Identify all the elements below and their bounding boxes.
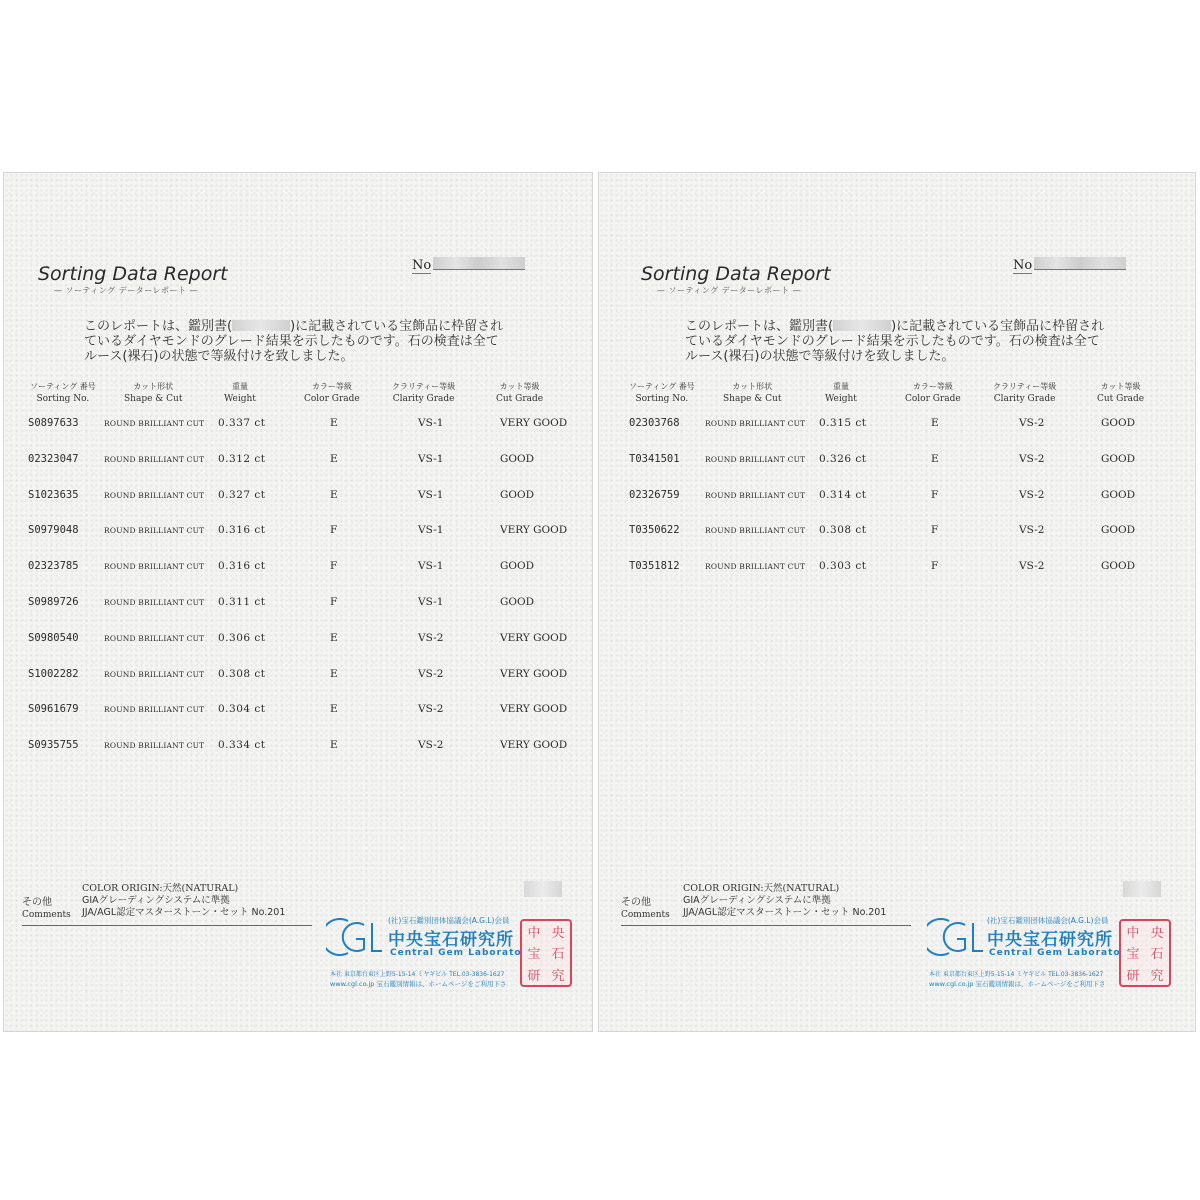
- redacted-certificate: [833, 320, 891, 331]
- cell-sorting: 02323047: [28, 452, 79, 465]
- report-page-right: [598, 172, 1196, 1032]
- cell-sorting: 02326759: [629, 488, 680, 501]
- cell-clarity: VS-2: [1019, 488, 1045, 501]
- report-subtitle: — ソーティング データーレポート —: [53, 286, 199, 295]
- cell-weight: 0.306 ct: [218, 631, 266, 644]
- cell-shape: ROUND BRILLIANT CUT: [104, 633, 205, 643]
- lab-seal: 中 央 宝 石 研 究: [1119, 919, 1171, 987]
- cell-weight: 0.316 ct: [218, 524, 266, 537]
- cell-weight: 0.337 ct: [218, 417, 266, 429]
- cell-clarity: VS-1: [418, 488, 444, 501]
- comments-rule: [22, 925, 312, 926]
- cell-clarity: VS-1: [418, 596, 444, 608]
- cell-color: F: [330, 596, 338, 608]
- cell-clarity: VS-2: [418, 667, 444, 680]
- intro-line-1a: このレポートは、鑑別書(: [84, 319, 233, 334]
- cell-weight: 0.334 ct: [218, 739, 266, 752]
- header-shape: カット形状 Shape & Cut: [723, 382, 782, 404]
- cell-shape: ROUND BRILLIANT CUT: [104, 490, 205, 500]
- cell-shape: ROUND BRILLIANT CUT: [705, 562, 806, 572]
- cell-clarity: VS-1: [418, 452, 444, 465]
- redacted-number: [1034, 257, 1126, 270]
- intro-line-3: ルース(裸石)の状態で等級付けを致しました。: [84, 349, 354, 364]
- lab-association: (社)宝石鑑別団体協議会(A.G.L)会員: [388, 916, 510, 925]
- table-row: [4, 489, 592, 509]
- cell-weight: 0.327 ct: [218, 488, 266, 501]
- cell-sorting: S0980540: [28, 631, 79, 644]
- lab-seal: 中 央 宝 石 研 究: [520, 919, 572, 987]
- header-color: カラー等級 Color Grade: [304, 382, 360, 404]
- cell-color: E: [931, 417, 939, 429]
- header-weight: 重量 Weight: [825, 382, 857, 404]
- cell-sorting: 02303768: [629, 417, 680, 429]
- header-clarity: クラリティー等級 Clarity Grade: [392, 382, 456, 404]
- intro-line-2: ているダイヤモンドのグレード結果を示したものです。石の検査は全て: [84, 334, 499, 349]
- report-title: Sorting Data Report: [641, 263, 831, 285]
- lab-name-en: Central Gem Laborato: [989, 948, 1121, 958]
- cell-sorting: T0351812: [629, 560, 680, 573]
- cell-color: E: [330, 488, 338, 501]
- redacted-stamp: [524, 881, 562, 897]
- cell-cut: GOOD: [500, 452, 535, 465]
- header-color: カラー等級 Color Grade: [905, 382, 961, 404]
- cell-color: E: [330, 452, 338, 465]
- header-sorting: ソーティング 番号 Sorting No.: [629, 382, 695, 404]
- cgl-logo-icon: [927, 917, 987, 957]
- report-page-left: [3, 172, 593, 1032]
- cell-cut: GOOD: [1101, 488, 1136, 501]
- cell-color: E: [931, 452, 939, 465]
- table-row: [4, 632, 592, 652]
- comments-label: その他 Comments: [621, 897, 670, 920]
- table-row: [4, 560, 592, 580]
- cell-sorting: S0935755: [28, 739, 79, 752]
- cell-color: E: [330, 631, 338, 644]
- cell-cut: GOOD: [1101, 524, 1136, 537]
- cell-shape: ROUND BRILLIANT CUT: [705, 526, 806, 536]
- table-row: [4, 453, 592, 473]
- lab-name: 中央宝石研究所: [388, 930, 514, 950]
- header-sorting: ソーティング 番号 Sorting No.: [30, 382, 96, 404]
- cell-color: F: [931, 560, 939, 573]
- cell-clarity: VS-1: [418, 417, 444, 429]
- intro-line-2: ているダイヤモンドのグレード結果を示したものです。石の検査は全て: [685, 334, 1100, 349]
- lab-association: (社)宝石鑑別団体協議会(A.G.L)会員: [987, 916, 1109, 925]
- cell-sorting: S1002282: [28, 667, 79, 680]
- cell-cut: GOOD: [500, 488, 535, 501]
- header-shape: カット形状 Shape & Cut: [124, 382, 183, 404]
- cell-weight: 0.304 ct: [218, 703, 266, 716]
- cell-shape: ROUND BRILLIANT CUT: [104, 598, 205, 607]
- cell-color: E: [330, 667, 338, 680]
- cell-sorting: T0341501: [629, 452, 680, 465]
- cell-weight: 0.326 ct: [819, 452, 867, 465]
- cell-color: F: [330, 560, 338, 573]
- cell-color: E: [330, 417, 338, 429]
- cell-cut: VERY GOOD: [500, 667, 568, 680]
- redacted-stamp: [1123, 881, 1161, 897]
- comments-rule: [621, 925, 911, 926]
- intro-line-1a: このレポートは、鑑別書(: [685, 319, 834, 334]
- cell-color: F: [931, 524, 939, 537]
- lab-address: 本社 東京都台東区上野5-15-14 ミヤギビル TEL.03-3836-1627: [330, 971, 505, 978]
- cell-cut: GOOD: [1101, 417, 1136, 429]
- cell-weight: 0.314 ct: [819, 488, 867, 501]
- table-row: [4, 739, 592, 759]
- cell-cut: VERY GOOD: [500, 524, 568, 537]
- cell-shape: ROUND BRILLIANT CUT: [705, 490, 806, 500]
- cell-sorting: S0979048: [28, 524, 79, 537]
- cell-weight: 0.308 ct: [218, 667, 266, 680]
- cell-sorting: 02323785: [28, 560, 79, 573]
- cell-weight: 0.303 ct: [819, 560, 867, 573]
- cell-clarity: VS-2: [1019, 524, 1045, 537]
- redacted-number: [433, 257, 525, 270]
- cell-clarity: VS-2: [418, 631, 444, 644]
- cgl-logo-icon: [326, 917, 386, 957]
- cell-shape: ROUND BRILLIANT CUT: [104, 669, 205, 679]
- cell-cut: GOOD: [500, 560, 535, 573]
- cell-shape: ROUND BRILLIANT CUT: [705, 454, 806, 464]
- intro-text: [84, 319, 554, 364]
- redacted-certificate: [232, 320, 290, 331]
- lab-name: 中央宝石研究所: [987, 930, 1113, 950]
- report-number: [1013, 257, 1126, 273]
- cell-sorting: S0897633: [28, 417, 79, 429]
- table-row: [4, 668, 592, 688]
- report-title: Sorting Data Report: [38, 263, 228, 285]
- table-row: [4, 524, 592, 544]
- cell-cut: GOOD: [1101, 452, 1136, 465]
- cell-clarity: VS-1: [418, 560, 444, 573]
- header-cut: カット等級 Cut Grade: [496, 382, 544, 404]
- cell-sorting: S0989726: [28, 596, 79, 608]
- cell-weight: 0.312 ct: [218, 452, 266, 465]
- report-number-label: No: [412, 258, 432, 273]
- header-clarity: クラリティー等級 Clarity Grade: [993, 382, 1057, 404]
- intro-line-1b: )に記載されている宝飾品に枠留され: [891, 319, 1105, 334]
- intro-line-1b: )に記載されている宝飾品に枠留され: [290, 319, 504, 334]
- cell-sorting: S0961679: [28, 703, 79, 716]
- cell-weight: 0.308 ct: [819, 524, 867, 537]
- table-row: [4, 596, 592, 616]
- cell-cut: VERY GOOD: [500, 417, 568, 429]
- report-subtitle: — ソーティング データーレポート —: [656, 286, 802, 295]
- cell-cut: VERY GOOD: [500, 739, 568, 752]
- comments-body: COLOR ORIGIN:天然(NATURAL) GIAグレーディングシステムに準拠 JJA/AGL認定マスターストーン・セット No.201: [82, 883, 286, 918]
- cell-clarity: VS-1: [418, 524, 444, 537]
- lab-web: www.cgl.co.jp 宝石鑑別情報は、ホームページをご利用下さ: [929, 980, 1106, 988]
- cell-weight: 0.316 ct: [218, 560, 266, 573]
- cell-weight: 0.311 ct: [218, 596, 266, 608]
- cell-cut: VERY GOOD: [500, 631, 568, 644]
- cell-sorting: S1023635: [28, 488, 79, 501]
- lab-web: www.cgl.co.jp 宝石鑑別情報は、ホームページをご利用下さ: [330, 980, 507, 988]
- cell-sorting: T0350622: [629, 524, 680, 537]
- cell-cut: VERY GOOD: [500, 703, 568, 716]
- table-row: [599, 453, 1195, 473]
- cell-shape: ROUND BRILLIANT CUT: [705, 419, 806, 428]
- comments-label: その他 Comments: [22, 897, 71, 920]
- intro-text: [685, 319, 1155, 364]
- cell-shape: ROUND BRILLIANT CUT: [104, 741, 205, 751]
- cell-clarity: VS-2: [1019, 560, 1045, 573]
- cell-clarity: VS-2: [1019, 452, 1045, 465]
- cell-clarity: VS-2: [1019, 417, 1045, 429]
- table-row: [4, 703, 592, 723]
- cell-cut: GOOD: [500, 596, 535, 608]
- comments-body: COLOR ORIGIN:天然(NATURAL) GIAグレーディングシステムに準拠 JJA/AGL認定マスターストーン・セット No.201: [683, 883, 887, 918]
- cell-shape: ROUND BRILLIANT CUT: [104, 419, 205, 428]
- table-row: [599, 560, 1195, 580]
- cell-color: E: [330, 739, 338, 752]
- lab-name-en: Central Gem Laborato: [390, 948, 522, 958]
- table-row: [599, 417, 1195, 437]
- intro-line-3: ルース(裸石)の状態で等級付けを致しました。: [685, 349, 955, 364]
- cell-shape: ROUND BRILLIANT CUT: [104, 526, 205, 536]
- cell-clarity: VS-2: [418, 739, 444, 752]
- table-row: [599, 524, 1195, 544]
- table-row: [599, 489, 1195, 509]
- cell-shape: ROUND BRILLIANT CUT: [104, 705, 205, 715]
- report-number: [412, 257, 525, 273]
- cell-clarity: VS-2: [418, 703, 444, 716]
- table-row: [4, 417, 592, 437]
- cell-weight: 0.315 ct: [819, 417, 867, 429]
- header-weight: 重量 Weight: [224, 382, 256, 404]
- cell-color: F: [931, 488, 939, 501]
- cell-shape: ROUND BRILLIANT CUT: [104, 454, 205, 464]
- cell-cut: GOOD: [1101, 560, 1136, 573]
- report-number-label: No: [1013, 258, 1033, 273]
- cell-color: E: [330, 703, 338, 716]
- cell-color: F: [330, 524, 338, 537]
- header-cut: カット等級 Cut Grade: [1097, 382, 1145, 404]
- lab-address: 本社 東京都台東区上野5-15-14 ミヤギビル TEL.03-3836-1627: [929, 971, 1104, 978]
- cell-shape: ROUND BRILLIANT CUT: [104, 562, 205, 572]
